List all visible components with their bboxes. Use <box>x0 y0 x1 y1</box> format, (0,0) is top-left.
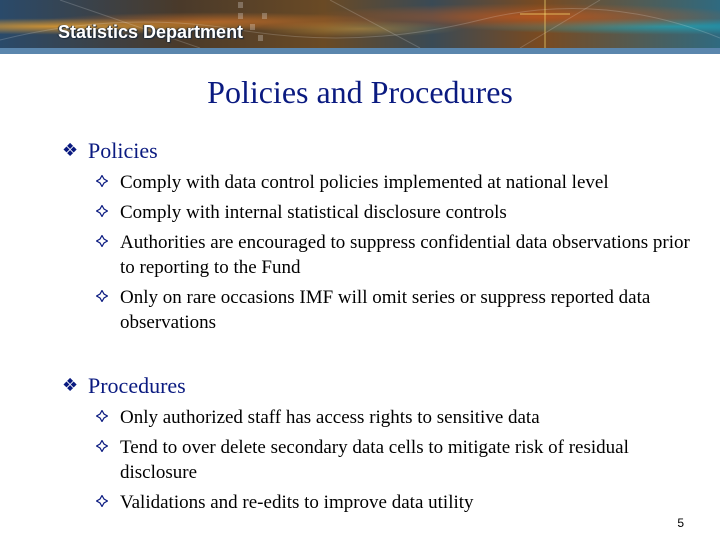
department-title: Statistics Department <box>58 22 244 42</box>
section-procedures <box>62 373 702 515</box>
header-rule <box>0 48 720 54</box>
list-item-text: Comply with data control policies implemented at national level <box>120 172 609 193</box>
section-heading-label: Procedures <box>88 373 186 398</box>
list-item-text: Validations and re-edits to improve data utility <box>120 492 474 513</box>
section-policies <box>62 138 702 335</box>
list-item <box>62 490 702 515</box>
small-diamond-bullet-icon <box>96 495 108 507</box>
section-heading-policies <box>62 138 702 164</box>
list-item-text: Authorities are encouraged to suppress confidential data observations prior to reporting to the Fund <box>120 232 690 278</box>
list-item-text: Only authorized staff has access rights to sensitive data <box>120 407 540 428</box>
list-item <box>62 285 702 335</box>
list-item <box>62 200 702 225</box>
list-item <box>62 170 702 195</box>
list-item <box>62 230 702 280</box>
list-item-text: Only on rare occasions IMF will omit series or suppress reported data observations <box>120 287 651 333</box>
small-diamond-bullet-icon <box>96 290 108 302</box>
small-diamond-bullet-icon <box>96 205 108 217</box>
list-item <box>62 405 702 430</box>
small-diamond-bullet-icon <box>96 440 108 452</box>
diamond-bullet-icon: ❖ <box>62 140 79 161</box>
small-diamond-bullet-icon <box>96 410 108 422</box>
section-heading-procedures <box>62 373 702 399</box>
list-item-text: Tend to over delete secondary data cells to mitigate risk of residual disclosure <box>120 437 629 483</box>
policies-list <box>62 170 702 335</box>
list-item-text: Comply with internal statistical disclosure controls <box>120 202 507 223</box>
small-diamond-bullet-icon <box>96 175 108 187</box>
small-diamond-bullet-icon <box>96 235 108 247</box>
procedures-list <box>62 405 702 515</box>
diamond-bullet-icon: ❖ <box>62 375 79 396</box>
list-item <box>62 435 702 485</box>
page-number: 5 <box>677 516 684 530</box>
section-heading-label: Policies <box>88 138 158 163</box>
header-banner <box>0 0 720 48</box>
slide-title: Policies and Procedures <box>207 74 513 110</box>
